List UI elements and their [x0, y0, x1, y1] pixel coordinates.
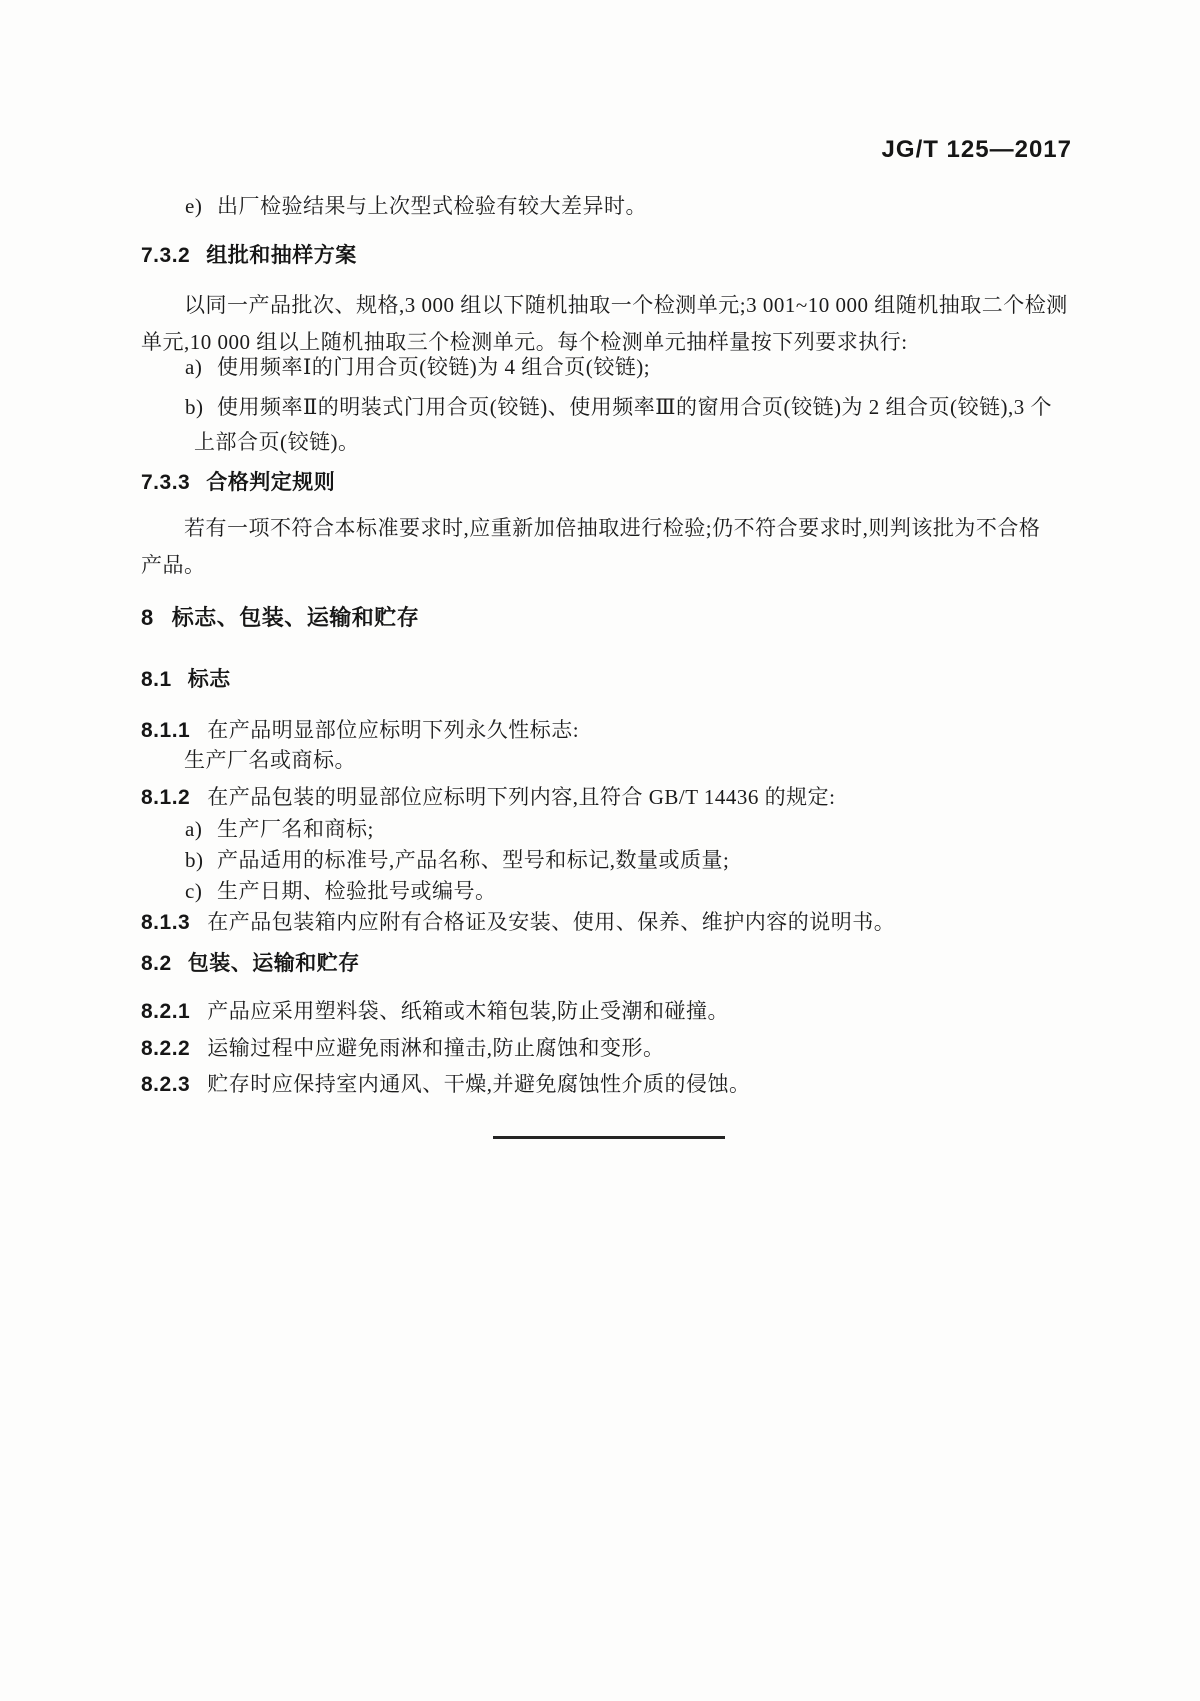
- section-title: 标志: [187, 668, 231, 691]
- list-item-b: [141, 389, 1131, 426]
- clause-text: 在产品包装的明显部位应标明下列内容,且符合 GB/T 14436 的规定:: [207, 785, 836, 809]
- clause-text: 运输过程中应避免雨淋和撞击,防止腐蚀和变形。: [207, 1036, 665, 1060]
- clause-number: 8.2.2: [141, 1037, 191, 1060]
- list-item-a: [141, 349, 1131, 386]
- section-title: 组批和抽样方案: [206, 244, 357, 267]
- list-item-e: [141, 188, 1131, 225]
- list-item-text: 使用频率Ⅰ的门用合页(铰链)为 4 组合页(铰链);: [217, 355, 651, 379]
- clause-number: 8.1.2: [141, 786, 191, 809]
- paragraph-line: 单元,10 000 组以上随机抽取三个检测单元。每个检测单元抽样量按下列要求执行:: [141, 330, 908, 354]
- list-item-text: 使用频率Ⅱ的明装式门用合页(铰链)、使用频率Ⅲ的窗用合页(铰链)为 2 组合页(铰链),3 个: [217, 395, 1052, 419]
- list-marker: a): [185, 817, 203, 841]
- clause-text: 贮存时应保持室内通风、干燥,并避免腐蚀性介质的侵蚀。: [207, 1072, 751, 1096]
- list-marker: b): [185, 848, 204, 872]
- section-heading-81: [141, 666, 1087, 694]
- paragraph-line: 以同一产品批次、规格,3 000 组以下随机抽取一个检测单元;3 001~10 000 组随机抽取二个检测: [184, 293, 1068, 317]
- section-number: 8.1: [141, 668, 172, 691]
- list-marker: c): [185, 879, 203, 903]
- section-number: 7.3.3: [141, 471, 191, 494]
- section-heading-733: [141, 469, 1087, 497]
- chapter-title: 标志、包装、运输和贮存: [171, 605, 420, 630]
- list-marker: e): [185, 194, 203, 218]
- clause-823: [141, 1066, 1087, 1103]
- section-number: 8.2: [141, 952, 172, 975]
- list-item-text: 生产厂名和商标;: [217, 817, 374, 841]
- clause-number: 8.1.1: [141, 719, 191, 742]
- clause-number: 8.1.3: [141, 911, 191, 934]
- list-item-b-continuation: 上部合页(铰链)。: [194, 430, 360, 454]
- clause-821: [141, 993, 1087, 1030]
- list-marker: b): [185, 395, 204, 419]
- list-item-text: 出厂检验结果与上次型式检验有较大差异时。: [217, 194, 647, 218]
- clause-text: 产品应采用塑料袋、纸箱或木箱包装,防止受潮和碰撞。: [207, 999, 729, 1023]
- chapter-number: 8: [141, 605, 154, 630]
- clause-811-line2: 生产厂名或商标。: [184, 748, 356, 772]
- section-number: 7.3.2: [141, 244, 191, 267]
- section-heading-732: [141, 242, 1087, 270]
- list-marker: a): [185, 355, 203, 379]
- clause-number: 8.2.3: [141, 1073, 191, 1096]
- paragraph-line: 产品。: [141, 553, 206, 577]
- clause-text: 在产品明显部位应标明下列永久性标志:: [207, 718, 580, 742]
- list-item-text: 产品适用的标准号,产品名称、型号和标记,数量或质量;: [217, 848, 730, 872]
- clause-text: 在产品包装箱内应附有合格证及安装、使用、保养、维护内容的说明书。: [207, 910, 896, 934]
- clause-number: 8.2.1: [141, 1000, 191, 1023]
- clause-822: [141, 1030, 1087, 1067]
- paragraph-line: 若有一项不符合本标准要求时,应重新加倍抽取进行检验;仍不符合要求时,则判该批为不合格: [184, 516, 1041, 540]
- section-heading-82: [141, 950, 1087, 978]
- section-title: 合格判定规则: [206, 471, 336, 494]
- section-title: 包装、运输和贮存: [187, 952, 360, 975]
- chapter-heading-8: [141, 604, 1087, 632]
- doc-number: JG/T 125—2017: [881, 136, 1072, 163]
- end-of-document-rule: [493, 1136, 725, 1139]
- list-item-text: 生产日期、检验批号或编号。: [217, 879, 497, 903]
- clause-813: [141, 904, 1087, 941]
